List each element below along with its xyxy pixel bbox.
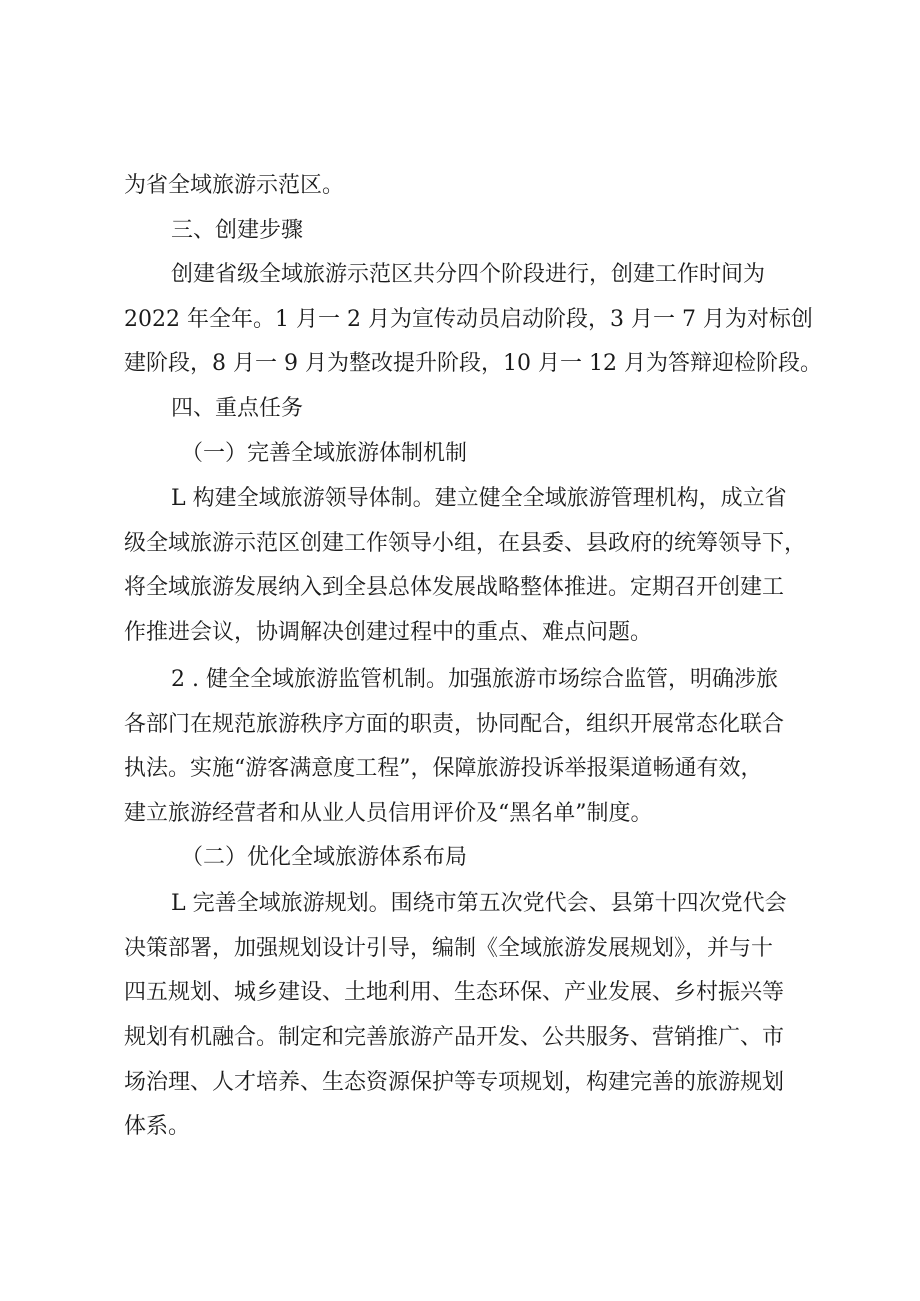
text-line [0, 665, 920, 695]
line-text: 四五规划、城乡建设、土地利用、生态环保、产业发展、乡村振兴等 [124, 980, 785, 1005]
line-text: 执法。实施“游客满意度工程”，保障旅游投诉举报渠道畅通有效， [124, 756, 763, 781]
line-text: 2 . 健全全域旅游监管机制。加强旅游市场综合监管，明确涉旅 [171, 667, 778, 692]
text-line [0, 1023, 920, 1053]
line-text: 作推进会议，协调解决创建过程中的重点、难点问题。 [124, 620, 653, 645]
text-line [0, 934, 920, 964]
line-text: 规划有机融合。制定和完善旅游产品开发、公共服务、营销推广、市 [124, 1025, 785, 1050]
text-line [0, 618, 920, 648]
line-text: 将全域旅游发展纳入到全县总体发展战略整体推进。定期召开创建工 [124, 575, 785, 600]
text-line [0, 889, 920, 919]
text-line [0, 573, 920, 603]
text-line [0, 799, 920, 829]
line-text: 创建省级全域旅游示范区共分四个阶段进行，创建工作时间为 [171, 262, 766, 287]
line-text: L 完善全域旅游规划。围绕市第五次党代会、县第十四次党代会 [171, 891, 787, 916]
line-text: 各部门在规范旅游秩序方面的职责，协同配合，组织开展常态化联合 [124, 712, 785, 737]
line-text: 四、重点任务 [171, 396, 304, 421]
subsection-heading [0, 843, 920, 873]
line-text: 三、创建步骤 [171, 218, 304, 243]
line-text: 决策部署，加强规划设计引导，编制《全域旅游发展规划》，并与十 [124, 936, 774, 961]
line-text: L 构建全域旅游领导体制。建立健全全域旅游管理机构，成立省 [171, 486, 787, 511]
text-line [0, 754, 920, 784]
text-line [0, 1068, 920, 1098]
line-text: 2022 年全年。1 月一 2 月为宣传动员启动阶段，3 月一 7 月为对标创 [124, 307, 813, 332]
text-line [0, 1112, 920, 1142]
line-text: 级全域旅游示范区创建工作领导小组，在县委、县政府的统筹领导下， [124, 531, 807, 556]
subsection-heading [0, 439, 920, 469]
line-text: 建立旅游经营者和从业人员信用评价及“黑名单”制度。 [124, 801, 653, 826]
text-line [0, 260, 920, 290]
section-heading [0, 216, 920, 246]
section-heading [0, 394, 920, 424]
text-line [0, 529, 920, 559]
line-text: （二）优化全域旅游体系布局 [181, 845, 468, 870]
text-line [0, 484, 920, 514]
line-text: 场治理、人才培养、生态资源保护等专项规划，构建完善的旅游规划 [124, 1070, 785, 1095]
text-line [0, 349, 920, 379]
text-line [0, 978, 920, 1008]
text-line [0, 305, 920, 335]
text-line [0, 710, 920, 740]
line-text: 建阶段，8 月一 9 月为整改提升阶段，10 月一 12 月为答辩迎检阶段。 [124, 351, 822, 376]
line-text: （一）完善全域旅游体制机制 [181, 441, 468, 466]
text-line [0, 171, 920, 201]
line-text: 体系。 [124, 1114, 191, 1139]
line-text: 为省全域旅游示范区。 [124, 173, 345, 198]
